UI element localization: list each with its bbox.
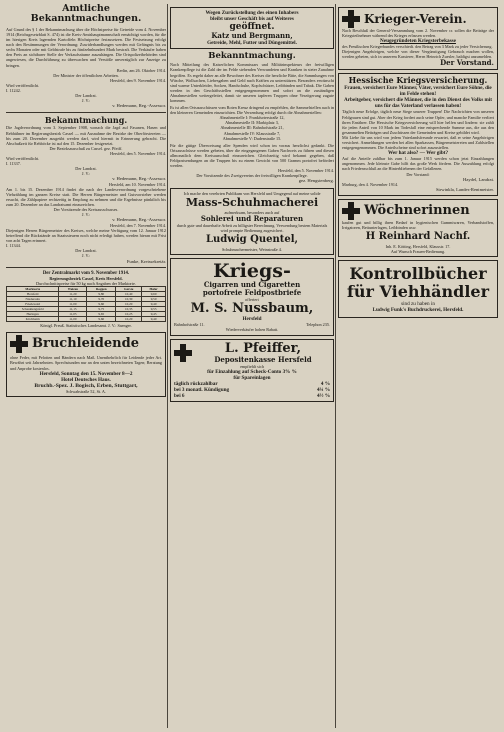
bank-ad-cheque: für Einzahlung auf Scheck-Conto 3% % (207, 368, 297, 375)
list-item: Abnahmestelle I: Frankfurterstraße 12, (219, 115, 285, 121)
maternity-ad (338, 199, 498, 257)
table-cell: Friedewald (7, 302, 59, 307)
heading-notice-2: Bekanntmachung. (208, 51, 296, 61)
war-insurance-date: Marburg, den 4. November 1914. (342, 182, 399, 187)
market-title: Der Zentralmarkt vom 9. November 1914. (42, 270, 130, 276)
war-insurance-text-1: Täglich neue Erfolge, täglich neue Siege unserer Truppen! Die Nachrichten von unseren Feldgrauen sind gut. Aber der Krieg fordert auch seine Opfer, und manche Familie verliert ihren Ernährer. Die Hessische Kriegsversicherung will hier helfen und lindern: sie zahlt für jeden Anteil von 10 Mark im Todesfall eine entsprechende Summe aus, die aus den gesammelten Beiträgen und Zuschüssen der Gemeinden und Kreise gebildet wird. (342, 109, 494, 135)
table-cell: 11,00 (59, 302, 87, 307)
market-price-table (6, 286, 166, 322)
shoemaker-title: Mass-Schuhmacherei (185, 195, 319, 209)
shoemaker-repairs: Sohlerei und Reparaturen (200, 214, 304, 223)
truss-ad (6, 332, 166, 396)
column-middle (170, 4, 334, 728)
table-cell: 9,65 (87, 312, 116, 317)
column-right (338, 4, 498, 728)
notice-1-date: Berlin, am 26. Oktober 1914. (116, 67, 166, 73)
veterans-ad-text-3: Diejenigen Angehörigen, welche von dieser Vergünstigung Gebrauch machen wollen, werden gebeten, sich in unserem Kassierer, Herrn Heinrich Zuesler, baldigst anzumelden. (342, 49, 494, 60)
cigar-ad-phone: Telephon 235. (306, 322, 330, 328)
shoemaker-mid: aufmerksam, besonders auch auf (224, 209, 280, 215)
notice-4-signer: v. Hedemann, Reg.-Assessor. (112, 217, 166, 223)
table-cell: 9,80 (87, 292, 116, 297)
katz-ad-line-1: Wegen Zurückstellung des einen Inhabers (205, 10, 299, 16)
notice-2-signer: v. Hedemann, Reg.-Assessor. (112, 103, 166, 109)
table-cell: 10,25 (116, 312, 142, 317)
notice-5-date: Hersfeld, den 7. November 1914. (110, 222, 166, 228)
control-books-firm: Ludwig Funk's Buchdruckerei, Hersfeld. (372, 306, 464, 313)
notice-1-signer: Der Minister der öffentlichen Arbeiten. (53, 72, 119, 78)
table-cell: Niederaula (7, 297, 59, 302)
notice-2-ref: I. 11242. (6, 88, 21, 93)
notice-4-date: Hersfeld, am 10. November 1914. (108, 181, 166, 187)
market-subtitle: Regierungsbezirk Cassel, Kreis Hersfeld. (49, 276, 123, 282)
list-item: Abnahmestelle III: Bahnhofstraße 21, (220, 125, 284, 131)
control-books-ad (338, 260, 498, 318)
war-insurance-text-3: Auf die Anteile zahlbar bis zum 1. Januar 1915 werden schon jetzt Einzahlungen angenommen. Jede kleinste Gabe hilft das große Werk fördern. Die Auszahlung erfolgt nach Friedensschluß an die Hinterbliebenen der Gefallenen. (342, 156, 494, 172)
notice-5-signer: Funke, Kreissekretär. (126, 258, 166, 264)
market-col-0: Marktorte (7, 287, 59, 292)
shoemaker-intro: Ich mache den verehrten Publikum von Hersfeld und Umgegend auf meine solide (183, 190, 321, 196)
rate-3-value: 4½ % (317, 392, 330, 399)
notice-2-office: Der Landrat. (75, 93, 97, 99)
notice-1-text: Auf Grund des § 1 der Bekanntmachung über die Höchstpreise für Getreide vom 4. November 1914 (Reichsgesetzblatt S. 474) ist die Kreis-Amtshauptmannschaft ermächtigt worden, für die im hiesigen Kreis lagernden Kartoffeln Höchstpreise festzusetzen. Die Festsetzung erfolgt nach den Bestimmungen der Verordnung; Zuwiderhandlungen werden mit Gefängnis bis zu sechs Monaten oder mit Geldstrafe bis zu fünfzehnhundert Mark bestraft. Die Verkäufer haben den Preis an sichtbarer Stelle der Verkaufsräume auszuhängen. Die Ortspolizeibehörden sind angewiesen, die Durchführung zu überwachen und Verstöße unverzüglich zur Anzeige zu bringen. (6, 26, 166, 68)
table-cell: Heringen (7, 312, 59, 317)
cigar-ad-sub2: portofreie Feldpostbriefe (202, 288, 302, 298)
table-cell: Kirchheim (7, 317, 59, 322)
truss-ad-firm: Bruchb.-Spez. J. Bogisch, Erben, Stuttgart, (34, 382, 138, 389)
market-table-body (7, 292, 166, 322)
table-cell: 9,55 (142, 307, 166, 312)
red-cross-notice-signer: gez. Hengstenberg. (298, 178, 334, 184)
notice-2-published: Wird veröffentlicht. (6, 82, 40, 88)
veterans-ad-title: Krieger-Verein. (364, 12, 467, 26)
shoemaker-address: Schuhmachermeister, Weinstraße 4. (222, 247, 282, 253)
shoemaker-name: Ludwig Quentel, (205, 234, 299, 246)
cigar-ad-offer: offeriert (245, 297, 259, 303)
war-insurance-title: Hessische Kriegsversicherung. (348, 75, 488, 86)
table-cell: 10,20 (116, 317, 142, 322)
notice-3-published: Wird veröffentlicht. (6, 156, 40, 162)
control-books-title-1: Kontrollbücher (349, 263, 487, 283)
table-cell: 9,60 (87, 302, 116, 307)
katz-ad-open: geöffnet. (229, 22, 275, 32)
market-col-3: Gerste (116, 287, 142, 292)
table-cell: Schenklengsfeld (7, 307, 59, 312)
market-col-1: Weizen (59, 287, 87, 292)
table-cell: Hersfeld (7, 292, 59, 297)
rate-2-value: 4¼ % (317, 386, 330, 393)
list-item: Abnahmestelle V: Dudenstraße 15. (222, 135, 282, 141)
table-cell: 9,60 (142, 292, 166, 297)
maternity-ad-address: Inh. E. Kötting, Hersfeld, Klausstr. 17. (385, 243, 451, 249)
maternity-ad-firm: H Reinhard Nachf. (365, 230, 471, 242)
katz-ad-line-2: bleibt unser Geschäft bis auf Weiteres (210, 16, 294, 22)
war-insurance-signer-2: Strwinkla, Landes-Rentmeister. (435, 187, 494, 193)
market-col-2: Roggen (87, 287, 116, 292)
cigar-ad-title: Kriegs- (213, 260, 291, 283)
war-insurance-question: Wer hat also? — Wer gibt? (387, 150, 449, 157)
notice-5-jv: J. V.: (81, 253, 91, 259)
war-insurance-ad (338, 73, 498, 195)
red-cross-notice-text: Nach Mitteilung des Kaiserlichen Kommissars und Militärinspekteurs der freiwilligen Krankenpflege ist die Zahl der im Felde stehenden Verwundeten und Kranken in steter Zunahme begriffen. Es ergeht daher an alle Bewohner des Kreises die herzliche Bitte, die Sammlungen von Wäsche, Wollsachen, Liebesgaben und Geld nach Kräften zu unterstützen. Besonders erwünscht sind warme Unterkleider, Socken, Handschuhe, Kopfschützer, Leibbinden und Tabak. Die Gaben werden in den Geschäftsstellen entgegengenommen und sofort an die zuständigen Abnahmestellen weitergeleitet, damit sie unseren tapferen Truppen ohne Verzögerung zugute kommen. (170, 62, 334, 103)
bank-ad-rate-3 (174, 393, 330, 399)
maternity-ad-text: kaufen gut und billig ihren Bedarf in hygienischen Gummiwaren, Verbandstoffen, Irrigatoren, Bettunterlagen, Leibbinden usw. (342, 219, 494, 230)
veterans-ad-fund: Neugegründeten Kriegsterbekasse (380, 38, 456, 45)
red-cross-notice-text-3: Für die gütige Überweisung aller Spenden wird schon im voraus herzlichst gedankt. Die Ortsausschüsse werden gebeten, über die eingegangenen Gaben Nachweis zu führen und diesen allmonatlich dem Kreisausschuß einzureichen. Gleichzeitig wird bekannt gegeben, daß Feldpostsendungen an die Truppen bis zu einem Gewicht von 500 Gramm portofrei befördert werden. (170, 142, 334, 169)
heading-official-notices: Amtliche Bekanntmachungen. (30, 4, 142, 25)
bank-ad (170, 339, 334, 402)
table-cell: 9,60 (87, 317, 116, 322)
market-footer: Königl. Preuß. Statistisches Landesamt. J. V.: Saenger. (40, 323, 132, 329)
red-cross-notice-date: Hersfeld, den 5. November 1914. (278, 168, 334, 174)
war-insurance-signer-1: Haydel, Landrat. (463, 176, 494, 182)
war-insurance-text-2: Mit Liebe für uns wird von jedem Vaterlandsfreunde erwartet, daß er seine Angehörigen versichert. Anmeldungen werden bei allen Sparkassen, Bürgermeistereien und Zahlstellen entgegengenommen. Die Anteilscheine sind sofort auszustellen. (342, 134, 494, 151)
rate-1-label: täglich rückzahlbar (174, 380, 218, 387)
cross-icon (342, 202, 360, 220)
notice-5-ref: I. 11344. (6, 243, 21, 249)
veterans-ad-board: Der Vorstand. (440, 58, 494, 68)
katz-ad-firm: Katz und Bergmann, (211, 31, 293, 40)
heading-notice: Bekanntmachung. (44, 114, 128, 125)
notice-3-text: Die Jagdverordnung vom 3. September 1908, wonach die Jagd auf Fasanen, Hasen und Rebhühner im Regierungsbezirk Cassel — mit Ausnahme der Bezirke der Oberförstereien — bis zum 20. Dezember ausgeübt werden darf, wird hiermit in Erinnerung gebracht. Die Abschußzeit für Rehböcke ist auf den 15. Dezember festgesetzt. (6, 125, 166, 146)
table-cell: 10,20 (116, 302, 142, 307)
cigar-ad-discount: Wiederverkäufer hohen Rabatt. (225, 327, 279, 333)
market-col-4: Hafer (142, 287, 166, 292)
maternity-ad-note: Auf Wunsch Frauen-Bedienung. (390, 248, 446, 254)
table-cell: 11,15 (59, 307, 87, 312)
notice-5-text: Diejenigen Herren Bürgermeister des Kreises, welche meine Verfügung vom 12. Januar 1912 betreffend die Rückstände an Staatssteuern noch nicht erledigt haben, werden hieran mit Frist von acht Tagen erinnert. (6, 227, 166, 244)
red-cross-notice-text-2: Es ist allen Ortsausschüssen vom Roten Kreuz dringend zu empfehlen, die Sammelstellen auch in den kleineren Gemeinden einzurichten. Die Versendung erfolgt durch die Abnahmestellen: (170, 105, 334, 116)
cigar-ad (170, 258, 334, 335)
notice-3-office: Der Landrat. (75, 166, 97, 172)
war-insurance-sub: Frauen, versichert Eure Männer, Väter, versichert Eure Söhne, die im Felde stehen! (344, 85, 492, 98)
column-rule-1 (167, 4, 168, 728)
bank-ad-sub: empfiehlt sich (240, 363, 264, 369)
notice-4-office: Der Vorsitzende des Kreisausschusses. (53, 207, 119, 213)
veterans-ad (338, 7, 498, 70)
table-row (7, 317, 166, 322)
table-cell: 10,40 (116, 292, 142, 297)
rate-1-value: 4 % (320, 380, 330, 387)
cigar-ad-address: Bahnhofstraße 11. (174, 322, 205, 328)
table-cell: 9,40 (142, 302, 166, 307)
notice-5-office: Der Landrat. (75, 248, 97, 254)
table-cell: 10,30 (116, 297, 142, 302)
notice-3-date: Hersfeld, den 5. November 1914. (110, 150, 166, 156)
table-cell: 9,45 (142, 312, 166, 317)
control-books-title-2: für Viehhändler (346, 281, 490, 301)
iron-cross-icon (342, 10, 360, 28)
rate-2-label: bei 3 monatl. Kündigung (174, 386, 230, 393)
war-insurance-board: Der Vorstand: (406, 171, 430, 177)
divider (6, 267, 166, 268)
truss-ad-text: ohne Feder, mit Pelotten und Bändern nach Maß. Unentbehrlich für Leidende jeder Art. Bewährt seit Jahrzehnten. Sprechstunden nur an den unten bezeichneten Tagen; Beratung und Anprobe kostenlos. (10, 355, 162, 371)
notice-2-jv: J. V.: (81, 98, 91, 104)
truss-ad-address: Schwabstraße 52, St. A. (65, 388, 106, 394)
rate-3-label: bei 6 (174, 392, 185, 399)
truss-ad-when: Hersfeld, Sonntag den 15. November 8—2 (39, 370, 133, 377)
notice-4-jv: J. V.: (81, 212, 91, 218)
bank-ad-savings: für Spareinlagen (233, 374, 271, 381)
divider (6, 112, 166, 113)
cross-icon (10, 335, 28, 353)
bank-ad-name: L. Pfeiffer, (224, 340, 302, 356)
cross-icon (174, 344, 192, 362)
katz-ad-goods: Getreide, Mehl, Futter und Düngemittel. (207, 40, 297, 46)
notice-4-text: Am 1. bis 15. Dezember 1914 findet die nach der Landesverordnung vorgeschriebene Viehzählung im ganzen Kreise statt. Die Herren Bürgermeister und Gutsvorsteher werden ersucht, die Zählpapiere rechtzeitig in Empfang zu nehmen und die Ergebnisse pünktlich bis zum 20. Dezember an das Landratsamt einzureichen. (6, 186, 166, 208)
list-item: Abnahmestelle IV: Klausstraße 7, (223, 130, 281, 136)
table-cell: 9,50 (142, 297, 166, 302)
table-cell: 9,70 (87, 297, 116, 302)
shoemaker-ad (170, 188, 334, 255)
notice-3-jv: J. V.: (81, 171, 91, 177)
veterans-ad-text-2: des Preußischen Kriegerbundes verschiedt. den Betrag von 3 Mark zu jeder Versicherung. (342, 44, 493, 50)
katz-bergmann-ad (170, 7, 334, 49)
table-cell: 11,20 (59, 292, 87, 297)
truss-ad-where: Hotel Deutsches Haus. (61, 376, 111, 383)
notice-3-assessor: v. Hedemann, Reg.-Assessor. (112, 176, 166, 182)
notice-2-date: Hersfeld, den 9. November 1914. (110, 77, 166, 83)
notice-3-signer: Der Bezirksausschuß zu Cassel. gez. Pfeiff. (49, 145, 123, 151)
table-cell: 9,40 (142, 317, 166, 322)
table-cell: 11,00 (59, 317, 87, 322)
control-books-sub: sind zu haben in (401, 300, 435, 307)
cigar-ad-sub: Cigarren und Cigaretten (203, 280, 301, 290)
column-left (6, 4, 166, 728)
cigar-ad-name: M. S. Nussbaum, (190, 301, 314, 317)
bank-ad-title: Depositenkasse Hersfeld (214, 354, 312, 364)
table-cell: 11,05 (59, 312, 87, 317)
column-rule-2 (335, 4, 336, 728)
notice-3-ref: I. 11337. (6, 161, 21, 167)
shoemaker-text: durch gute und dauerhafte Arbeit zu billigster Berechnung. Verwendung bestem Materials wird prompte Bedienung zugesichert. (176, 223, 328, 234)
collection-points-list (170, 115, 334, 140)
market-note: Durchschnittspreise für 50 kg nach Angaben der Marktorte. (36, 281, 136, 287)
truss-ad-title: Bruchleidende (32, 336, 139, 352)
list-item: Abnahmestelle II: Marktplatz 3, (225, 120, 279, 126)
red-cross-notice-office: Der Vorsitzende des Zweigvereins der freiwilligen Krankenpflege. (196, 173, 308, 179)
table-cell: 11,10 (59, 297, 87, 302)
cigar-ad-city: Hersfeld (242, 316, 262, 323)
war-insurance-sub-2: Arbeitgeber, versichert die Männer, die in den Dienst des Volks mit uns für das Vaterland verlassen haben! (343, 97, 493, 110)
table-cell: 10,35 (116, 307, 142, 312)
maternity-ad-title: Wöchnerinnen (364, 202, 470, 218)
table-cell: 9,75 (87, 307, 116, 312)
veterans-ad-text: Nach Beschluß der General-Versammlung vom 2. November cr. sollen die Beiträge der Kriegsteilnehmer während des Krieges erlassen werden. (342, 28, 494, 39)
